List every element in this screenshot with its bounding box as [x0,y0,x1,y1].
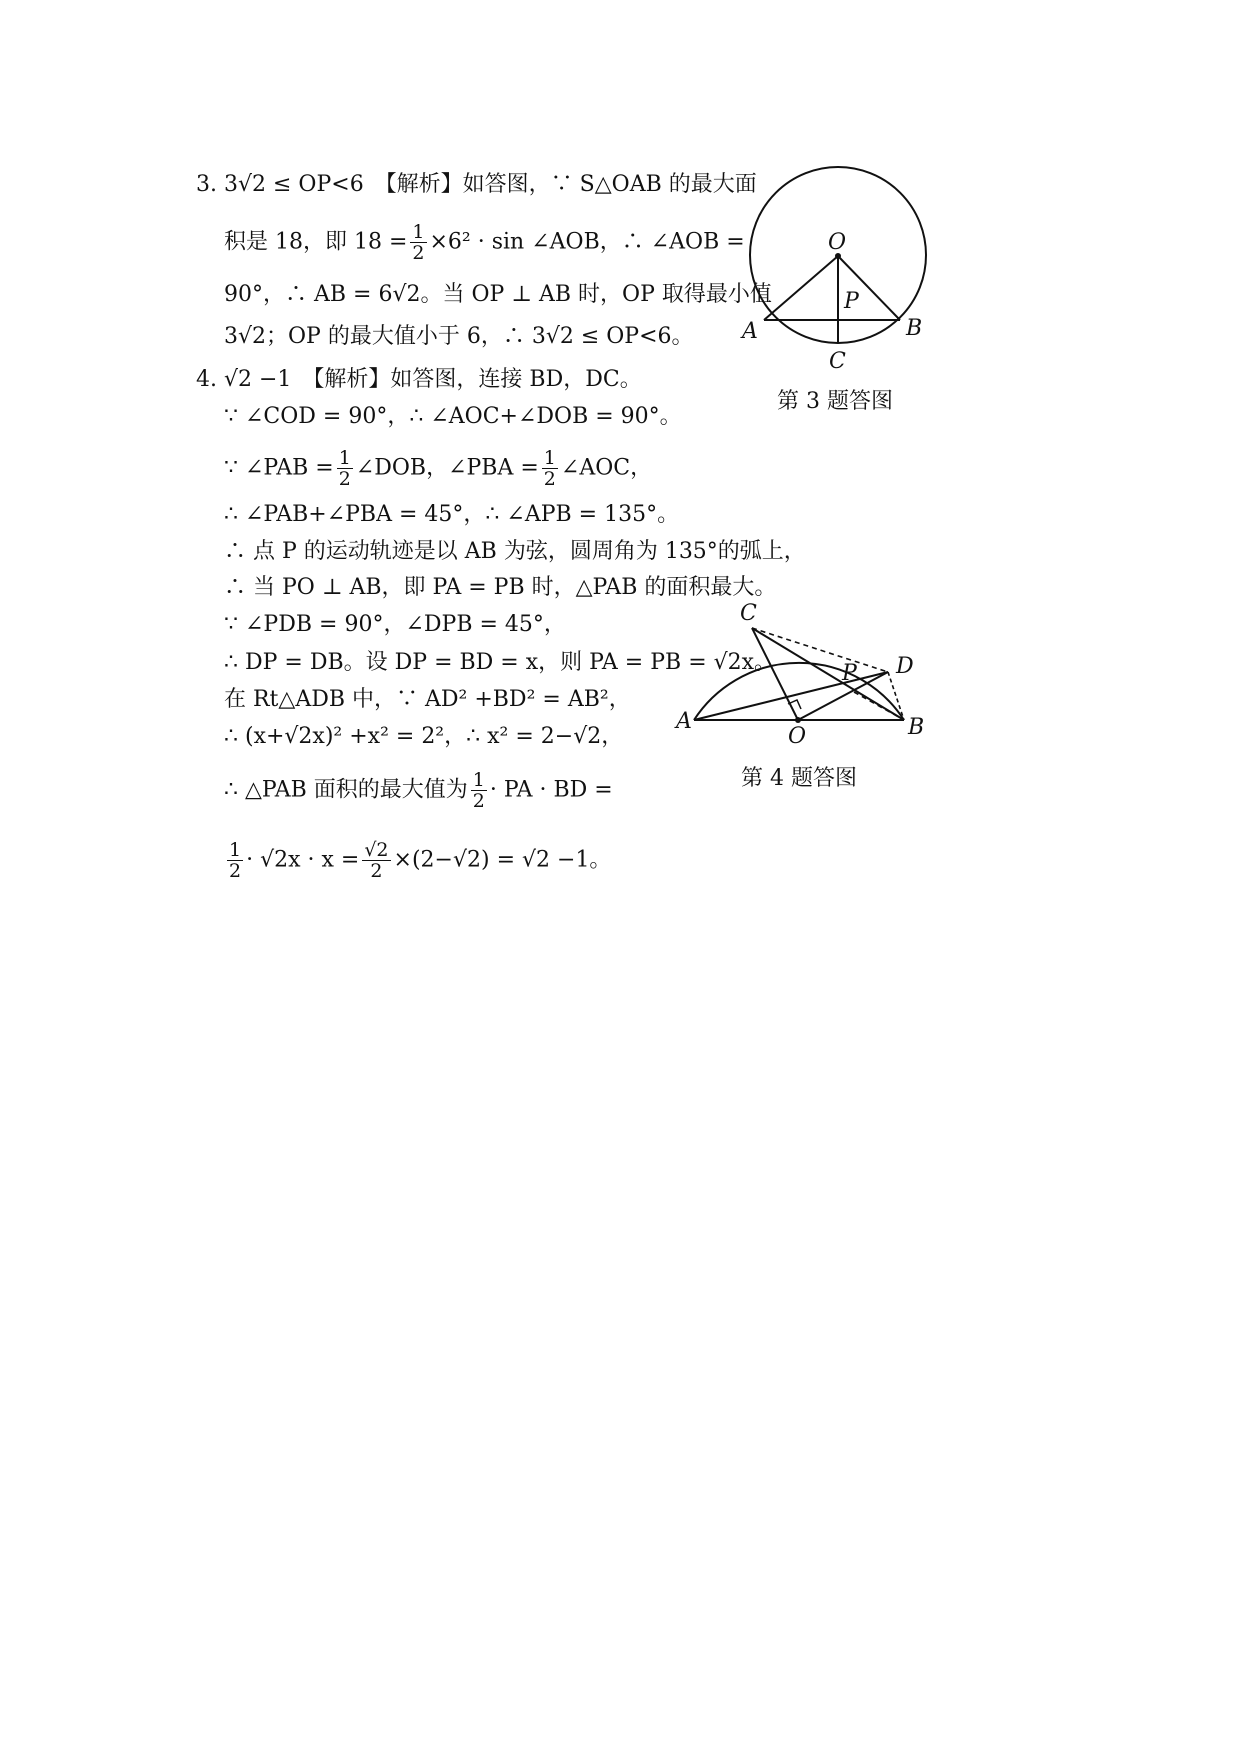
p3-line-4: 3√2；OP 的最大值小于 6，∴ 3√2 ≤ OP<6。 [224,324,694,349]
p3-line-1: 3. 3√2 ≤ OP<6 【解析】如答图，∵ S△OAB 的最大面 [196,172,757,197]
label-o: O [828,230,847,255]
p4-line-11 [224,770,613,811]
fraction-sqrt2-over-2 [362,840,390,881]
fraction-half [337,448,353,489]
fraction-numerator: 1 [543,447,556,469]
fraction-half [542,448,558,489]
p4-line-6: ∴ 当 PO ⊥ AB，即 PA = PB 时，△PAB 的面积最大。 [224,575,777,600]
fraction-numerator: 1 [472,769,485,791]
label-a: A [676,709,692,734]
label-b: B [908,715,925,740]
fraction-numerator: 1 [412,221,425,243]
label-o: O [788,724,807,749]
p4-line-12 [224,840,611,881]
fraction-half [227,840,243,881]
fraction-denominator: 2 [412,242,425,264]
fraction-denominator: 2 [472,790,485,812]
fraction-numerator: √2 [364,839,389,861]
p3-line-3: 90°，∴ AB = 6√2。当 OP ⊥ AB 时，OP 取得最小值 [224,282,772,307]
fraction-denominator: 2 [338,468,351,490]
figure-4-semicircle-diagram [670,600,940,750]
point-o [795,717,801,723]
figure-4-caption: 第 4 题答图 [741,766,857,791]
fraction-denominator: 2 [229,860,242,882]
p4-line-12-c: ×(2−√2) = √2 −1。 [393,847,612,873]
p4-line-11-a: ∴ △PAB 面积的最大值为 [224,777,468,803]
p4-line-12-b: · √2x · x = [246,847,360,873]
p4-line-10: ∴ (x+√2x)² +x² = 2²，∴ x² = 2−√2， [224,724,624,749]
dashed-pb [854,692,904,720]
label-a: A [742,319,758,344]
p3-line-2 [224,222,745,263]
p4-line-9: 在 Rt△ADB 中，∵ AD² +BD² = AB²， [224,687,631,712]
p3-line-2-pre: 积是 18，即 18 = [224,229,408,255]
label-p: P [844,289,859,314]
fraction-denominator: 2 [370,860,383,882]
p4-line-1: 4. √2 −1 【解析】如答图，连接 BD，DC。 [196,367,642,392]
p4-line-5: ∴ 点 P 的运动轨迹是以 AB 为弦，圆周角为 135°的弧上， [224,539,806,564]
label-b: B [906,316,923,341]
segment-oa [764,256,838,320]
label-c: C [740,601,757,626]
figure-3-caption: 第 3 题答图 [777,389,893,414]
fraction-half [410,222,426,263]
p4-line-3-c: ∠AOC， [560,455,653,481]
label-c: C [829,349,846,374]
label-p: P [842,661,857,686]
p4-line-3-a: ∵ ∠PAB = [224,455,334,481]
fraction-numerator: 1 [338,447,351,469]
p4-line-7: ∵ ∠PDB = 90°，∠DPB = 45°， [224,612,566,637]
p4-line-11-b: · PA · BD = [489,777,613,803]
fraction-denominator: 2 [543,468,556,490]
p4-line-3-b: ∠DOB，∠PBA = [355,455,539,481]
fraction-numerator: 1 [229,839,242,861]
figure-3-circle-diagram [740,160,940,380]
p4-line-3 [224,448,652,489]
segment-ad [694,672,888,720]
p4-line-8: ∴ DP = DB。设 DP = BD = x，则 PA = PB = √2x。 [224,650,777,675]
p4-line-4: ∴ ∠PAB+∠PBA = 45°，∴ ∠APB = 135°。 [224,502,680,527]
fraction-half [471,770,487,811]
p3-line-2-post: ×6² · sin ∠AOB，∴ ∠AOB = [429,229,745,255]
p4-line-2: ∵ ∠COD = 90°，∴ ∠AOC+∠DOB = 90°。 [224,404,682,429]
label-d: D [896,654,914,679]
